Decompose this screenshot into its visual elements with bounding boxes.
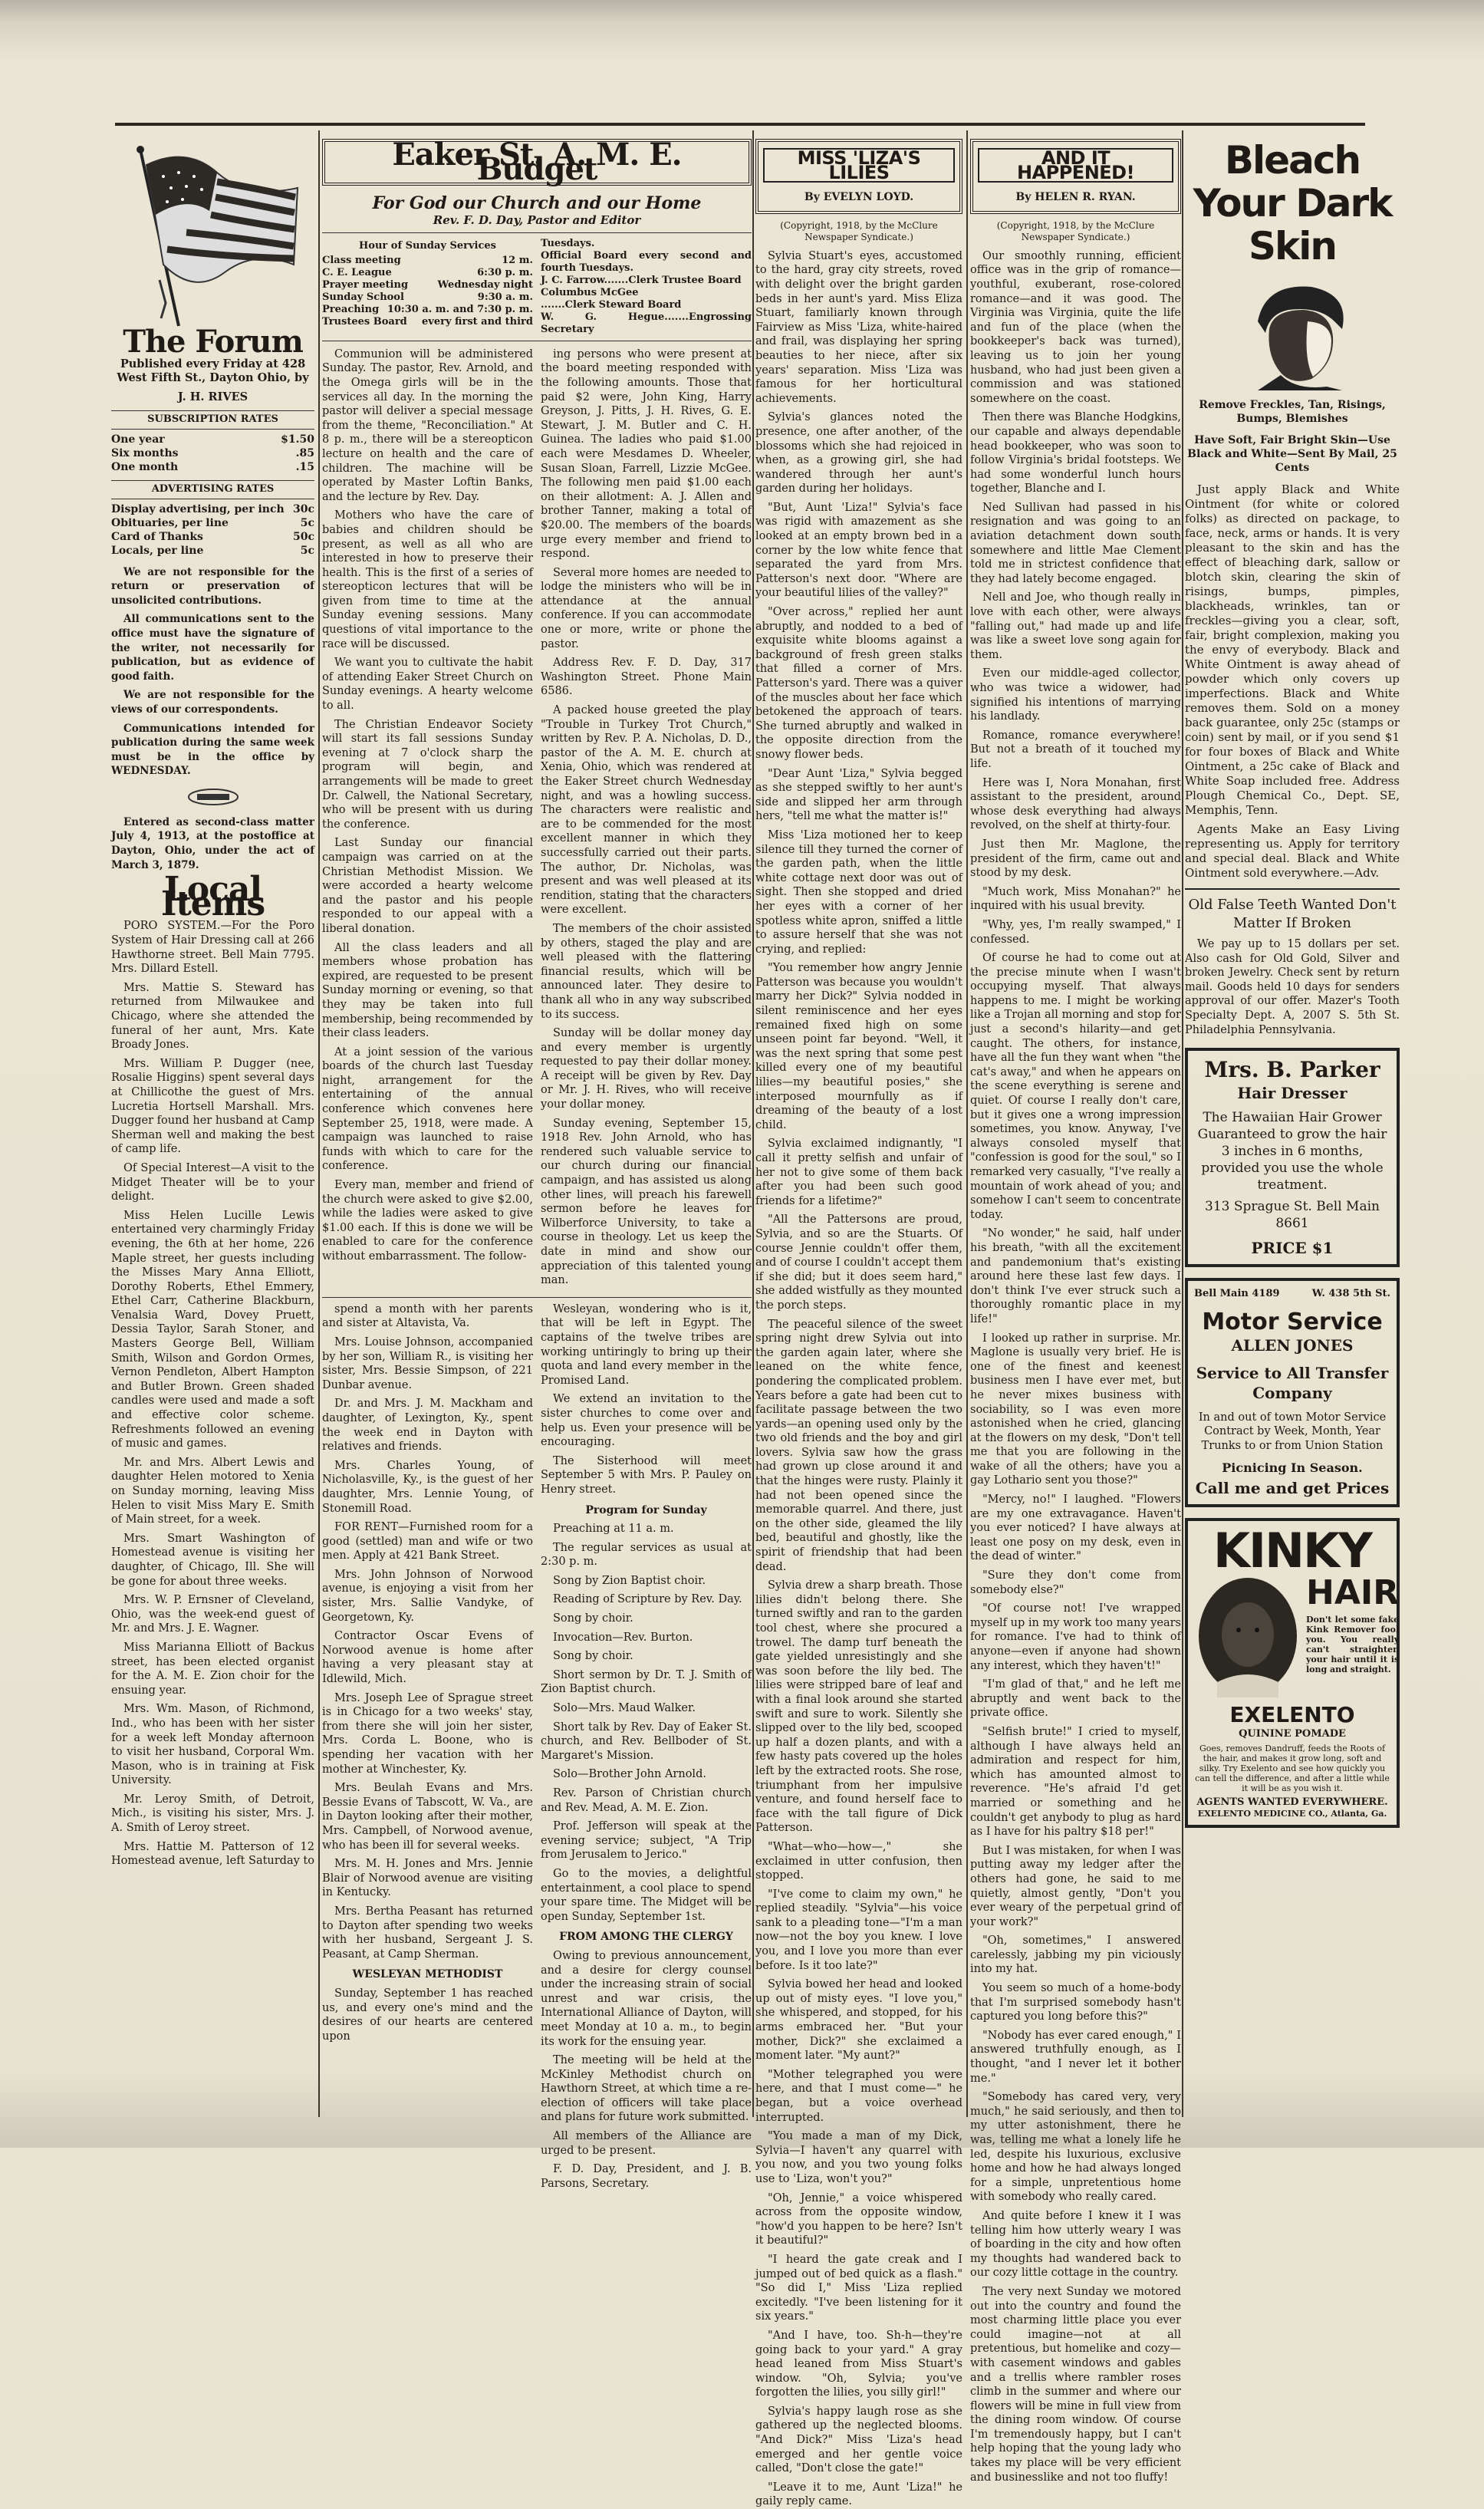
story-paragraph: "Sure they don't come from somebody else?": [970, 1569, 1181, 1596]
news-item: Mrs. Louise Johnson, accompanied by her son, William R., is visiting her sister, Mrs. Bessie Simpson, of 221 Dunbar avenue.: [322, 1335, 533, 1391]
clergy-paragraph: Owing to previous announcement, and a desire for clergy counsel under the increasing strain of social unrest and war crisis, the International Alliance of Dayton, will meet Monday at 10 a. m., to begin its work for the ensuing year.: [541, 1949, 752, 2048]
service-label: Sunday School: [322, 291, 404, 304]
wesleyan-paragraph: The Sisterhood will meet September 5 with Mrs. P. Pauley on Henry street.: [541, 1454, 752, 1496]
service-time: 10:30 a. m. and 7:30 p. m.: [387, 304, 533, 316]
story-paragraph: Sylvia's happy laugh rose as she gathered up the neglected blooms. "And Dick?" Miss 'Liza's head emerged and her gentle voice called, "Don't close the gate!": [755, 2405, 962, 2475]
story-paragraph: Sylvia drew a sharp breath. Those lilies didn't belong there. She turned swiftly and ran to the garden tool chest, where she procured a trowel. The damp turf beneath the gate yielded unresistingly and she was soon before the lily bed. The lilies were stripped bare of leaf and with a final look around she started swift and sure to work. Silently she slipped over to the lily bed, scooped up half a dozen plants, and with a few hasty pats covered up the holes left by the extracted roots. She rose, triumphant from her impulsive venture, and found herself face to face with the tall figure of Dick Patterson.: [755, 1579, 962, 1835]
motor-phone: Bell Main 4189: [1194, 1288, 1280, 1300]
notice: Communications intended for publication during the same week must be in the office by WEDNESDAY.: [111, 722, 314, 778]
budget-paragraph: Several more homes are needed to lodge the ministers who will be in attendance at the annual conference. If you can accommodate one or more, write or phone the pastor.: [541, 566, 752, 650]
parker-price: PRICE $1: [1251, 1239, 1334, 1258]
column-divider: [752, 130, 754, 2117]
ads-column: [1185, 134, 1400, 2121]
advertising-rate-price: 30c: [292, 502, 314, 515]
story-paragraph: "Much work, Miss Monahan?" he inquired with his usual brevity.: [970, 885, 1181, 913]
story-paragraph: Miss 'Liza motioned her to keep silence till they turned the corner of the garden path, when the little white cottage next door was out of sight. Then she stopped and dried her eyes with a corner of her spotless white apron, sniffed a little to assure herself that she was not crying, and replied:: [755, 828, 962, 956]
american-flag-icon: [125, 142, 301, 334]
advertising-rate-price: 5c: [300, 516, 314, 529]
happened-header: [970, 139, 1181, 214]
advertising-rate-label: Card of Thanks: [111, 530, 203, 543]
publisher-name: J. H. RIVES: [177, 390, 248, 403]
local-item: Mr. and Mrs. Albert Lewis and daughter Helen motored to Xenia on Sunday morning, leaving Miss Helen to visit Miss Mary E. Smith of Main street, for a week.: [111, 1456, 314, 1526]
budget-paragraph: Last Sunday our financial campaign was carried on at the Christian Methodist Mission. We were accorded a hearty welcome and the pastor and his people responded to our appeal with a liberal donation.: [322, 837, 533, 935]
advertising-rate: [111, 516, 314, 530]
subscription-rate-label: Six months: [111, 446, 179, 459]
service-hour-row: [322, 304, 533, 316]
program-item: Song by Zion Baptist choir.: [553, 1574, 706, 1587]
budget-right-column: [541, 347, 752, 1292]
service-label: Prayer meeting: [322, 279, 409, 291]
local-item: Mrs. Mattie S. Steward has returned from Milwaukee and Chicago, where she attended the funeral of her aunt, Mrs. Kate Broady Jones.: [111, 981, 314, 1052]
story-paragraph: "I heard the gate creak and I jumped out of bed quick as a flash." "So did I," Miss 'Liza replied excitedly. "I've been listening for it six years.": [755, 2253, 962, 2323]
notice: We are not responsible for the return or preservation of unsolicited contributions.: [111, 565, 314, 607]
subscription-rate-price: $1.50: [281, 433, 314, 446]
budget-paragraph: Communion will be administered Sunday. The pastor, Rev. Arnold, and the Omega girls will be in the services all day. In the morning the pastor will deliver a special message from the theme, "Reconciliation." At 8 p. m., there will be a stereopticon lecture on health and the care of children. The machine will be operated by Master Loftin Banks, and the lecture by Rev. Day.: [322, 347, 533, 503]
program-item: Invocation—Rev. Burton.: [553, 1631, 693, 1644]
service-hour-row: [322, 267, 533, 279]
story-paragraph: "Over across," replied her aunt abruptly, and nodded to a bed of exquisite white blooms against a background of fresh green stalks that filled a corner of Mrs. Patterson's yard. There was a quiver of the muscles about her face which betokened the approach of tears. She turned abruptly and walked in the opposite direction from the snowy flower beds.: [755, 606, 962, 761]
kinky-hair-ad: [1185, 1518, 1400, 1828]
parker-ad: [1185, 1048, 1400, 1267]
bleach-ad-agents: Agents Make an Easy Living representing us. Apply for territory and special deal. Black and White Ointment sold everywhere.—Adv.: [1185, 822, 1400, 880]
notice: All communications sent to the office must have the signature of the writer, not necessarily for publication, but as evidence of good faith.: [111, 613, 314, 683]
budget-paragraph: All the class leaders and all members whose probation has expired, are requested to be present Sunday morning or evening, so that they may be taken into full membership, being recommended by their class leaders.: [322, 941, 533, 1040]
local-item: Miss Helen Lucille Lewis entertained very charmingly Friday evening, the 6th at her home, 226 Maple street, her guests including the Misses Mary Anna Elliott, Dorothy Roberts, Ethel Emmery, Ethel Carr, Catherine Blackburn, Venalsia Ward, Dovey Pruett, Dessia Taylor, Sarah Stoner, and Masters George Bell, William Smith, Wilson and Gordon Ormes, Vernon Pendleton, Albert Hampton and Butler Brown. Green shaded candles were used and made a soft and effective color scheme. Refreshments followed an evening of music and games.: [111, 1209, 314, 1450]
story-paragraph: "Somebody has cared very, very much," he said seriously, and then to my utter astonishment, there he was, telling me what a lonely life he led, despite his luxurious, exclusive home and how he had always longed for a simple, unpretentious home with somebody who really cared.: [970, 2091, 1181, 2204]
advertising-rate: [111, 544, 314, 558]
local-items-list: [111, 919, 314, 1868]
story-paragraph: Ned Sullivan had passed in his resignation and was going to an aviation detachment down south somewhere and little Mae Clement told me in strictest confidence that they had lately become engaged.: [970, 501, 1181, 585]
story-paragraph: "Oh, Jennie," a voice whispered across from the opposite window, "how'd you happen to be here? Isn't it beautiful?": [755, 2191, 962, 2247]
program-item: Solo—Mrs. Maud Walker.: [553, 1702, 696, 1715]
advertising-rates-heading: ADVERTISING RATES: [111, 480, 314, 499]
local-item: Mrs. Hattie M. Patterson of 12 Homestead avenue, left Saturday to: [111, 1840, 314, 1868]
top-rule: [115, 123, 1365, 126]
story-paragraph: "Dear Aunt 'Liza," Sylvia begged as she stepped swiftly to her aunt's side and slipped her arm through hers, "tell me what the matter is!": [755, 767, 962, 823]
parker-address: 313 Sprague St. Bell Main 8661: [1205, 1199, 1380, 1232]
parker-body: The Hawaiian Hair Grower Guaranteed to grow the hair 3 inches in 6 months, provided you use the whole treatment.: [1197, 1110, 1387, 1194]
advertising-rate: [111, 530, 314, 544]
story-paragraph: "You remember how angry Jennie Patterson was because you wouldn't marry her Dick?" Sylvia nodded in silent reminiscence and her eyes remained fixed high on some unseen point far beyond. "Well, it was the next spring that some pest killed every one of my beautiful lilies—my beautiful posies," she interposed mournfully as if dreaming of the beauty of a lost child.: [755, 962, 962, 1131]
subscription-rate: [111, 446, 314, 460]
story-paragraph: The peaceful silence of the sweet spring night drew Sylvia out into the garden again later, where she leaned on the white fence, pondering the complicated problem. Years before a gate had been cut to facilitate passage between the two yards—an opening used only by the two old friends and the boy and girl lovers. Sylvia saw how the grass had grown up close around it and that the hinges were rusty. Plainly it had not been opened since the memorable quarrel. And there, just on the other side, gleamed the lily bed, beautiful and ghostly, like the spirit of friendship that had been dead.: [755, 1318, 962, 1573]
subscription-rate-label: One year: [111, 433, 165, 446]
story-paragraph: "No wonder," he said, half under his breath, "with all the excitement and pandemonium that's existing around here these last few days. I don't think I've ever struck such a thoroughly romantic place in my life!": [970, 1227, 1181, 1325]
budget-paragraph: We want you to cultivate the habit of attending Eaker Street Church on Sunday evenings. A hearty welcome to all.: [322, 657, 533, 713]
girl-portrait-icon: [1194, 1575, 1301, 1697]
story-paragraph: Just then Mr. Maglone, the president of the firm, came out and stood by my desk.: [970, 838, 1181, 880]
advertising-rate-label: Locals, per line: [111, 544, 204, 557]
kinky-agents: AGENTS WANTED EVERYWHERE.: [1196, 1796, 1388, 1808]
officers-intro: Tuesdays.: [541, 237, 595, 249]
happened-story: [970, 134, 1181, 2484]
budget-paragraph: Sunday evening, September 15, 1918 Rev. John Arnold, who has rendered such valuable service to our church during our financial campaign, and has assisted us along other lines, will preach his farewell sermon before he leaves for Wilberforce University, to take a course in theology. Let us keep the date in mind and show our appreciation of this talented young man.: [541, 1117, 752, 1287]
column-divider: [1182, 130, 1183, 2117]
budget-paragraph: Every man, member and friend of the church were asked to give $2.00, while the ladies were asked to give $1.00 each. If this is done we will be enabled to care for the conference without embarrassment. The follow-: [322, 1179, 533, 1263]
local-item: Mrs. W. P. Ernsner of Cleveland, Ohio, was the week-end guest of Mr. and Mrs. J. E. Wagner.: [111, 1594, 314, 1635]
budget-paragraph: Mothers who have the care of babies and children should be present, as well as all who are interested in how to preserve their health. This is the first of a series of stereopticon lectures that will be given from time to time at the Sunday evening sessions. Many questions of vital importance to the race will be discussed.: [322, 509, 533, 650]
story-paragraph: "I'm glad of that," and he left me abruptly and went back to the private office.: [970, 1678, 1181, 1720]
officer-line: J. C. Farrow.......Clerk Trustee Board: [541, 274, 742, 286]
subscription-rate-price: .15: [295, 460, 314, 473]
teeth-ad: [1185, 888, 1400, 1037]
budget-paragraph: Sunday will be dollar money day and every member is urgently requested to pay their dollar money. A receipt will be given by Rev. Day or Mr. J. H. Rives, who will receive your dollar money.: [541, 1027, 752, 1111]
bleach-ad-subtitle: Remove Freckles, Tan, Risings, Bumps, Blemishes: [1199, 399, 1386, 425]
motor-address: W. 438 5th St.: [1311, 1288, 1390, 1300]
lilies-body: [755, 249, 962, 2509]
local-item: Mr. Leroy Smith, of Detroit, Mich., is visiting his sister, Mrs. J. A. Smith of Leroy street.: [111, 1793, 314, 1835]
budget-editor: Rev. F. D. Day, Pastor and Editor: [322, 213, 752, 233]
motor-service: Service to All Transfer Company: [1196, 1363, 1389, 1402]
story-paragraph: "What—who—how—," she exclaimed in utter confusion, then stopped.: [755, 1840, 962, 1882]
lilies-title: MISS 'LIZA'S LILIES: [763, 148, 955, 183]
bleach-ad-body: Just apply Black and White Ointment (for white or colored folks) as directed on package, to face, neck, arms or hands. It is very pleasant to the skin and has the effect of bleaching dark, sallow or blotch skin, clearing the skin of risings, bumps, pimples, blackheads, wrinkles, tan or freckles—giving you a clear, soft, fair, bright complexion, making you the envy of everybody. Black and White Ointment is away ahead of powder which only covers up imperfections. Black and White removes them. Sold on a money back guarantee, only 25c (stamps or coin) sent by mail, or if you send $1 for four boxes of Black and White Ointment, a 25c cake of Black and White Soap included free. Address Plough Chemical Co., Dept. SE, Memphis, Tenn.: [1185, 482, 1400, 817]
service-hour-row: [322, 255, 533, 267]
union-label-icon: [186, 788, 240, 806]
happened-title: AND IT HAPPENED!: [978, 148, 1173, 183]
kinky-hair-word: HAIR: [1306, 1572, 1400, 1612]
budget-motto: For God our Church and our Home: [372, 193, 702, 214]
program-item: The regular services as usual at 2:30 p. m.: [541, 1541, 752, 1569]
news-item: Mrs. Bertha Peasant has returned to Dayton after spending two weeks with her husband, Sergeant J. S. Peasant, at Camp Sherman.: [322, 1905, 533, 1961]
lower-news-list: [322, 1302, 533, 1962]
motor-picnic: Picnicing In Season.: [1222, 1460, 1363, 1475]
officers-list: [541, 250, 752, 336]
story-paragraph: Sylvia exclaimed indignantly, "I call it pretty selfish and unfair of her not to give some of them back after you had been such good friends for a lifetime?": [755, 1138, 962, 1207]
officer-line: .......Clerk Steward Board: [541, 298, 682, 311]
local-item: Mrs. William P. Dugger (nee, Rosalie Higgins) spent several days at Chillicothe the guest of Mrs. Lucretia Hortsell Marshall. Mrs. Dugger found her husband at Camp Sherman well and making the best of camp life.: [111, 1057, 314, 1156]
story-paragraph: Then there was Blanche Hodgkins, our capable and always dependable head bookkeeper, who was soon to follow Virginia's bridal footsteps. We had some wonderful lunch hours together, Blanche and I.: [970, 411, 1181, 496]
wesleyan-text: Sunday, September 1 has reached us, and every one's mind and the desires of our hearts are centered upon: [322, 1987, 533, 2043]
story-paragraph: "But, Aunt 'Liza!" Sylvia's face was rigid with amazement as she looked at an empty brown bed in a corner by the low white fence that separated the yard from Mrs. Patterson's next door. "Where are your beautiful lilies of the valley?": [755, 501, 962, 600]
news-item: Dr. and Mrs. J. M. Mackham and daughter, of Lexington, Ky., spent the week end in Dayton with relatives and friends.: [322, 1398, 533, 1454]
lilies-byline: By EVELYN LOYD.: [804, 191, 914, 204]
budget-paragraph: The members of the choir assisted by others, staged the play and are well pleased with the flattering financial results, which will be announced later. They desire to thank all who in any way subscribed to its success.: [541, 922, 752, 1021]
masthead-title: The Forum: [123, 324, 303, 360]
news-item: Mrs. John Johnson of Norwood avenue, is enjoying a visit from her sister, Mrs. Sallie Vandyke, of Georgetown, Ky.: [322, 1568, 533, 1624]
service-hour-row: [322, 279, 533, 291]
program-item: Prof. Jefferson will speak at the evening service; subject, "A Trip from Jerusalem to Jerico.": [541, 1820, 752, 1862]
kinky-pomade: QUININE POMADE: [1239, 1727, 1346, 1740]
news-item: Mrs. Joseph Lee of Sprague street is in Chicago for a two weeks' stay, from there she will join her sister, Mrs. Corda L. Boone, who is spending her vacation with her mother at Winchester, Ky.: [322, 1691, 533, 1776]
story-paragraph: "Mercy, no!" I laughed. "Flowers are my one extravagance. Haven't you ever noticed? I have always at least one posy on my desk, even in the dead of winter.": [970, 1493, 1181, 1563]
budget-lower: [322, 1297, 752, 2196]
budget-paragraph: ing persons who were present at the board meeting responded with the following amounts. Those that paid $2 were, John King, Harry Greyson, J. Pitts, J. H. Rives, G. E. Stewart, J. M. Butler and C. H. Guinea. The ladies who paid $1.00 each were Mesdames D. Wheeler, Susan Sloan, Farrell, Lizzie McGee. The following men paid $1.00 each on their allotment: A. J. Allen and brother Tanner, making a total of $20.00. The members of the boards urge every member and friend to respond.: [541, 347, 752, 561]
officer-line: W. G. Hegue.......Engrossing Secretary: [541, 311, 752, 335]
service-label: Preaching: [322, 304, 380, 316]
story-paragraph: Romance, romance everywhere! But not a breath of it touched my life.: [970, 729, 1181, 770]
kinky-body: Don't let some fake Kink Remover fool you. You really can't straighten your hair until it is long and straight.: [1306, 1614, 1400, 1674]
program-item: Song by choir.: [553, 1612, 633, 1625]
story-paragraph: I looked up rather in surprise. Mr. Maglone is usually very brief. He is one of the finest and keenest business men I have ever met, but he never mixes business with sociability, so I was even more astonished when he cried, glancing at the flowers on my desk, "Don't tell me that you are following in the wake of all the others; have you a gay Lothario sent you those?": [970, 1332, 1181, 1487]
program-item: Rev. Parson of Christian church and Rev. Mead, A. M. E. Zion.: [541, 1787, 752, 1814]
local-item: PORO SYSTEM.—For the Poro System of Hair Dressing call at 266 Hawthorne street. Bell Main 7795. Mrs. Dillard Estell.: [111, 920, 314, 976]
motor-body: In and out of town Motor Service Contract by Week, Month, Year Trunks to or from Union Station: [1198, 1411, 1387, 1452]
motor-call: Call me and get Prices: [1195, 1478, 1390, 1497]
wesleyan-continued: [541, 1302, 752, 1497]
wesleyan-paragraph: Wesleyan, wondering who is it, that will be left in Egypt. The captains of the twelve tribes are working untiringly to bring up their quota and land every member in the Promised Land.: [541, 1302, 752, 1387]
service-hours-list: [322, 255, 533, 328]
woman-portrait-icon: [1227, 275, 1357, 390]
lilies-story: [755, 134, 962, 2508]
news-item: Contractor Oscar Evens of Norwood avenue is home after having a very pleasant stay at Idlewild, Mich.: [322, 1630, 533, 1686]
service-time: 12 m.: [502, 255, 533, 267]
local-item: Mrs. Wm. Mason, of Richmond, Ind., who has been with her sister for a week left Monday afternoon to visit her husband, Corporal Wm. Mason, who is in training at Fisk University.: [111, 1703, 314, 1787]
news-item: Mrs. M. H. Jones and Mrs. Jennie Blair of Norwood avenue are visiting in Kentucky.: [322, 1858, 533, 1899]
budget-title: Eaker St. A. M. E. Budget: [322, 139, 752, 186]
service-hour-row: [322, 291, 533, 304]
subscription-rates-heading: SUBSCRIPTION RATES: [111, 410, 314, 430]
story-paragraph: Sylvia Stuart's eyes, accustomed to the hard, gray city streets, roved with delight over the bright garden beds in her aunt's yard. Miss Eliza Stuart, familiarly known through Fairview as Miss 'Liza, white-haired and frail, was displaying her spring beauties to her niece, after six years' separation. Miss 'Liza was famous for her horticultural achievements.: [755, 249, 962, 405]
lilies-copyright: (Copyright, 1918, by the McClure Newspaper Syndicate.): [780, 219, 938, 242]
program-item: Short talk by Rev. Day of Eaker St. church, and Rev. Bellboder of St. Margaret's Mission.: [541, 1720, 752, 1762]
budget-body: [322, 347, 752, 1292]
story-paragraph: The very next Sunday we motored out into the country and found the most charming little place you ever could imagine—not at all pretentious, but homelike and cozy—with casement windows and gables and a trellis where rambler roses climb in the summer and where our flowers will be mine in full view from the dining room window. Of course I'm tremendously happy, but I can't help hoping that the young lady who takes my place will be very efficient and businesslike and not too fluffy!: [970, 2285, 1181, 2484]
service-label: Class meeting: [322, 255, 401, 267]
service-hour-row: [322, 316, 533, 328]
news-item: spend a month with her parents and sister at Altavista, Va.: [322, 1302, 533, 1330]
clergy-paragraph: F. D. Day, President, and J. B. Parsons, Secretary.: [541, 2163, 752, 2190]
story-paragraph: "Leave it to me, Aunt 'Liza!" he gaily reply came.: [755, 2481, 962, 2508]
teeth-ad-title: Old False Teeth Wanted Don't Matter If Broken: [1188, 897, 1397, 931]
bleach-ad-title: Bleach Your Dark Skin: [1193, 138, 1392, 268]
local-items-heading: Local Items: [160, 870, 265, 924]
story-paragraph: "Of course not! I've wrapped myself up in my work too many years for romance. I've had to think of anyone—even if anyone had shown any interest, which they haven't!": [970, 1602, 1181, 1672]
news-item: Mrs. Charles Young, of Nicholasville, Ky., is the guest of her daughter, Mrs. Lennie Young, of Stonemill Road.: [322, 1459, 533, 1515]
happened-body: [970, 249, 1181, 2484]
budget-left-column: [322, 347, 533, 1292]
service-label: Trustees Board: [322, 316, 407, 328]
local-item: Mrs. Smart Washington of Homestead avenue is visiting her daughter, of Chicago, Ill. She will be gone for about three weeks.: [111, 1532, 314, 1588]
advertising-rate-label: Display advertising, per inch: [111, 502, 285, 515]
story-paragraph: "And I have, too. Sh-h—they're going back to your yard." A gray head leaned from Miss Stuart's window. "Oh, Sylvia; you've forgotten the lilies, you silly girl!": [755, 2329, 962, 2399]
program-item: Short sermon by Dr. T. J. Smith of Zion Baptist church.: [541, 1668, 752, 1696]
program-item: Reading of Scripture by Rev. Day.: [553, 1593, 742, 1606]
story-paragraph: "You made a man of my Dick, Sylvia—I haven't any quarrel with you now, and you two young folks use to 'Liza, won't you?": [755, 2130, 962, 2185]
program-heading: Program for Sunday: [585, 1503, 707, 1516]
kinky-description: Goes, removes Dandruff, feeds the Roots of the hair, and makes it grow long, soft and silky. Try Exelento and see how quickly you can tell the difference, and after a little while it will be as you wish it.: [1195, 1743, 1390, 1793]
story-paragraph: "All the Pattersons are proud, Sylvia, and so are the Stuarts. Of course Jennie couldn't offer them, and of course I couldn't accept them if she did; but it does seem hard," she added wistfully as they mounted the porch steps.: [755, 1213, 962, 1312]
notice: We are not responsible for the views of our correspondents.: [111, 689, 314, 716]
story-paragraph: You seem so much of a home-body that I'm surprised somebody hasn't captured you long before this?": [970, 1982, 1181, 2023]
story-paragraph: But I was mistaken, for when I was putting away my ledger after the others had gone, he said to me quietly, almost gently, "Don't you ever weary of the perpetual grind of your work?": [970, 1844, 1181, 1928]
budget-paragraph: The Christian Endeavor Society will start its fall sessions Sunday evening at 7 o'clock sharp the program will begin, and arrangements will be made to greet Dr. Calwell, the National Secretary, who will be present with us during the conference.: [322, 718, 533, 831]
advertising-rates-list: [111, 502, 314, 558]
subscription-rate-label: One month: [111, 460, 179, 473]
story-paragraph: Sylvia bowed her head and looked up out of misty eyes. "I love you," she whispered, and stopped, for his arms embraced her. "But your mother, Dick?" she exclaimed a moment later. "My aunt?": [755, 1978, 962, 2063]
wesleyan-heading: WESLEYAN METHODIST: [352, 1968, 503, 1981]
wesleyan-paragraph: We extend an invitation to the sister churches to come over and help us. Even your presence will be encouraging.: [541, 1393, 752, 1449]
budget-section: [322, 134, 752, 2190]
story-paragraph: "Why, yes, I'm really swamped," I confessed.: [970, 918, 1181, 946]
motor-name: ALLEN JONES: [1231, 1335, 1354, 1355]
subscription-rate-price: .85: [295, 446, 314, 459]
subscription-rate: [111, 460, 314, 474]
program-list: [541, 1522, 752, 1924]
news-item: FOR RENT—Furnished room for a good (settled) man and wife or two men. Apply at 421 Bank Street.: [322, 1521, 533, 1562]
publication-info: Published every Friday at 428 West Fifth St., Dayton Ohio, by: [117, 357, 309, 385]
budget-paragraph: Address Rev. F. D. Day, 317 Washington Street. Phone Main 6586.: [541, 657, 752, 698]
story-paragraph: "Selfish brute!" I cried to myself, although I have always held an admiration and respect for him, which has amounted almost to reverence. "He's afraid I'd get married or something and he couldn't get anybody to plug as hard as I have for his paltry $18 per!": [970, 1725, 1181, 1839]
parker-role: Hair Dresser: [1237, 1084, 1347, 1103]
story-paragraph: Nell and Joe, who though really in love with each other, were always "falling out," had made up and life was like a sweet love song again for them.: [970, 591, 1181, 661]
story-paragraph: Of course he had to come out at the precise minute when I wasn't occupying myself. That always happens to me. I might be working like a Trojan all morning and stop for just a second's hilarity—and get caught. The others, for instance, have all the fun they want when "the cat's away," and when he appears on the scene everything is serene and quiet. Of course I really don't care, but it gives one a wrong impression sometimes, you know. Anyway, I've always consoled myself that "confession is good for the soul," so I remarked very casually, "I've really a mountain of work ahead of you; and somehow I can't seem to concentrate today.: [970, 952, 1181, 1221]
story-paragraph: Even our middle-aged collector, who was twice a widower, had signified his intentions of marrying his landlady.: [970, 667, 1181, 723]
officer-line: Columbus McGee: [541, 286, 639, 298]
motor-contact: [1194, 1287, 1390, 1302]
service-time: every first and third: [422, 316, 533, 328]
subscription-rates-list: [111, 433, 314, 474]
lilies-header: [755, 139, 962, 214]
clergy-paragraph: The meeting will be held at the McKinley Methodist church on Hawthorn Street, at which time a re-election of officers will take place and plans for future work submitted.: [541, 2054, 752, 2124]
service-time: 6:30 p. m.: [477, 267, 533, 279]
subscription-rate: [111, 433, 314, 446]
service-label: C. E. League: [322, 267, 392, 279]
parker-name: Mrs. B. Parker: [1204, 1057, 1380, 1083]
bleach-ad-offer: Have Soft, Fair Bright Skin—Use Black and White—Sent By Mail, 25 Cents: [1187, 434, 1397, 474]
service-time: Wednesday night: [437, 279, 533, 291]
story-paragraph: Sylvia's glances noted the presence, one after another, of the blossoms which she had rejoiced in when, as a growing girl, she had wandered through her aunt's garden during her holidays.: [755, 411, 962, 496]
happened-copyright: (Copyright, 1918, by the McClure Newspaper Syndicate.): [996, 219, 1155, 242]
clergy-heading: FROM AMONG THE CLERGY: [559, 1931, 733, 1944]
advertising-rate: [111, 502, 314, 516]
news-item: Mrs. Beulah Evans and Mrs. Bessie Evans of Tabscott, W. Va., are in Dayton looking after their mother, Mrs. Campbell, of Norwood avenue, who has been ill for several weeks.: [322, 1782, 533, 1852]
story-paragraph: "I've come to claim my own," he replied steadily. "Sylvia"—his voice sank to a pleading tone—"I'm a man now—not the boy you knew. I love you, and I love you more than ever before. Is it too late?": [755, 1888, 962, 1972]
story-paragraph: "Mother telegraphed you were here, and that I must come—" he began, but a voice overhead interrupted.: [755, 2068, 962, 2124]
story-paragraph: Here was I, Nora Monahan, first assistant to the president, around whose desk everything had always revolved, on the shelf at thirty-four.: [970, 776, 1181, 832]
kinky-firm: EXELENTO MEDICINE CO., Atlanta, Ga.: [1197, 1808, 1387, 1819]
column-divider: [966, 130, 968, 2117]
local-item: Of Special Interest—A visit to the Midget Theater will be to your delight.: [111, 1161, 314, 1203]
advertising-rate-price: 5c: [300, 544, 314, 557]
story-paragraph: "Nobody has ever cared enough," I answered truthfully enough, as I thought, "and I never let it bother me.": [970, 2029, 1181, 2085]
motor-title: Motor Service: [1202, 1308, 1383, 1335]
motor-ad: [1185, 1278, 1400, 1506]
officer-line: Official Board every second and fourth Tuesdays.: [541, 249, 752, 274]
teeth-ad-body: We pay up to 15 dollars per set. Also cash for Old Gold, Silver and broken Jewelry. Check sent by return mail. Goods held 10 days for senders approval of our offer. Mazer's Tooth Specialty Dept. A, 2007 S. 5th St. Philadelphia Pennsylvania.: [1185, 938, 1400, 1036]
story-paragraph: "Oh, sometimes," I answered carelessly, jabbing my pin viciously into my hat.: [970, 1934, 1181, 1976]
story-paragraph: And quite before I knew it I was telling him how utterly weary I was of boarding in the city and how often my thoughts had wandered back to our cozy little cottage in the country.: [970, 2209, 1181, 2280]
kinky-product: EXELENTO: [1229, 1701, 1355, 1727]
program-item: Song by choir.: [553, 1650, 633, 1663]
entry-notice: Entered as second-class matter July 4, 1913, at the postoffice at Dayton, Ohio, under the act of March 3, 1879.: [111, 815, 314, 871]
kinky-title: KINKY: [1213, 1522, 1371, 1579]
program-item: Go to the movies, a delightful entertainment, a cool place to spend your spare time. The Midget will be open Sunday, September 1st.: [541, 1867, 752, 1923]
program-item: Preaching at 11 a. m.: [553, 1523, 674, 1536]
service-time: 9:30 a. m.: [477, 291, 533, 304]
column-divider: [318, 130, 320, 2117]
advertising-rate-price: 50c: [292, 530, 314, 543]
budget-paragraph: At a joint session of the various boards of the church last Tuesday night, arrangement for the entertaining of the annual conference which convenes here September 25, 1918, were made. A campaign was launched to raise funds with which to care for the conference.: [322, 1045, 533, 1173]
service-hours-heading: Hour of Sunday Services: [359, 239, 496, 252]
clergy-list: [541, 1949, 752, 2191]
local-item: Miss Marianna Elliott of Backus street, has been elected organist for the A. M. E. Zion choir for the ensuing year.: [111, 1641, 314, 1697]
advertising-rate-label: Obituaries, per line: [111, 516, 229, 529]
forum-column: [111, 134, 314, 2113]
service-hours: [322, 238, 752, 341]
happened-byline: By HELEN R. RYAN.: [1015, 191, 1136, 204]
story-paragraph: Our smoothly running, efficient office was in the grip of romance—youthful, exuberant, rose-colored romance—and it was good. The Virginia was Virginia, quite the life and fun of the place (when the bookkeeper's back was turned), leaving us to join her young husband, who had just been given a commission and was stationed somewhere on the coast.: [970, 249, 1181, 405]
clergy-paragraph: All members of the Alliance are urged to be present.: [541, 2130, 752, 2157]
budget-paragraph: A packed house greeted the play "Trouble in Turkey Trot Church," written by Rev. P. A. Nicholas, D. D., pastor of the A. M. E. church at Xenia, Ohio, which was rendered at the Eaker Street church Wednesday night, and was a howling success. The characters were realistic and are to be commended for the most excellent manner in which they successfully carried out their parts. The author, Dr. Nicholas, was present and was well pleased at its rendition, stating that the characters were excellent.: [541, 704, 752, 917]
program-item: Solo—Brother John Arnold.: [553, 1768, 706, 1781]
